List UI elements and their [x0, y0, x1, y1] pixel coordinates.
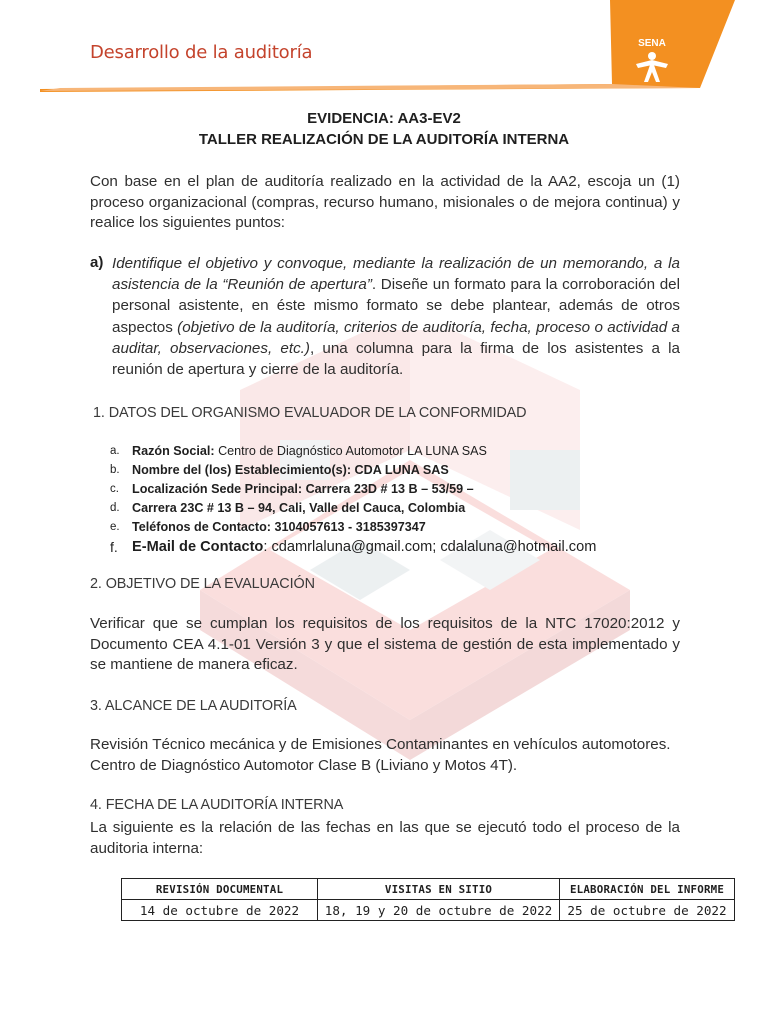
table-cell: 18, 19 y 20 de octubre de 2022 [318, 900, 560, 921]
evidence-title: EVIDENCIA: AA3-EV2 [307, 110, 461, 127]
table-row [122, 900, 735, 921]
table-header: VISITAS EN SITIO [318, 879, 560, 900]
section1-heading: 1. DATOS DEL ORGANISMO EVALUADOR DE LA CONFORMIDAD [93, 405, 527, 421]
header-title: Desarrollo de la auditoría [90, 42, 313, 63]
section4-paragraph: La siguiente es la relación de las fechas en las que se ejecutó todo el proceso de la auditoria interna: [90, 819, 680, 857]
table-header: ELABORACIÓN DEL INFORME [560, 879, 735, 900]
table-header: REVISIÓN DOCUMENTAL [122, 879, 318, 900]
workshop-title: TALLER REALIZACIÓN DE LA AUDITORÍA INTERNA [198, 131, 570, 148]
intro-paragraph: Con base en el plan de auditoría realizado en la actividad de la AA2, escoja un (1) proceso organizacional (compras, recurso humano, misionales o de mejora continua) y realice los siguientes puntos: [90, 173, 680, 231]
list-item: e. Teléfonos de Contacto: 3104057613 - 3185397347 [110, 520, 426, 534]
logo-text: SENA [638, 38, 666, 49]
list-item: d. Carrera 23C # 13 B – 94, Cali, Valle del Cauca, Colombia [110, 501, 466, 515]
organism-data-list [110, 442, 596, 557]
list-item: a. Razón Social: Centro de Diagnóstico Automotor LA LUNA SAS [110, 444, 487, 458]
list-item: c. Localización Sede Principal: Carrera 23D # 13 B – 53/59 – [110, 482, 474, 496]
section3-heading: 3. ALCANCE DE LA AUDITORÍA [90, 698, 297, 714]
list-item: b. Nombre del (los) Establecimiento(s): CDA LUNA SAS [110, 463, 449, 477]
section2-heading: 2. OBJETIVO DE LA EVALUACIÓN [90, 576, 315, 592]
item-a-text-2: , una columna para la firma de los asistentes a la reunión de apertura y cierre de la auditoría. [112, 339, 680, 379]
item-a-italic-1: Identifique el objetivo y convoque, mediante la realización de un memorando, a la asistencia de la “Reunión de apertura” [112, 255, 680, 294]
dates-table [121, 878, 735, 921]
table-cell: 14 de octubre de 2022 [122, 900, 318, 921]
list-item: f. E-Mail de Contacto: cdamrlaluna@gmail.com; cdalaluna@hotmail.com [110, 539, 597, 555]
section3-paragraph: Revisión Técnico mecánica y de Emisiones Contaminantes en vehículos automotores. Centro de Diagnóstico Automotor Clase B (Liviano y Motos 4T). [90, 736, 671, 774]
section2-paragraph: Verificar que se cumplan los requisitos de los requisitos de la NTC 17020:2012 y Documento CEA 4.1-01 Versión 3 y que el sistema de gestión de esta implementado y se mantiene de manera eficaz. [90, 615, 680, 673]
item-a-marker: a) [90, 254, 104, 271]
table-cell: 25 de octubre de 2022 [560, 900, 735, 921]
table-header-row [122, 879, 735, 900]
item-a-body [112, 253, 680, 380]
section4-heading: 4. FECHA DE LA AUDITORÍA INTERNA [90, 797, 344, 813]
item-a-text-1: . Diseñe un formato para la corroboración del personal asistente, en éste mismo formato se debe plantear, además de otros aspectos [112, 276, 680, 336]
sena-logo-icon [626, 34, 678, 86]
item-a-italic-2: (objetivo de la auditoría, criterios de auditoría, fecha, proceso o actividad a auditar, observaciones, etc.) [112, 318, 680, 357]
